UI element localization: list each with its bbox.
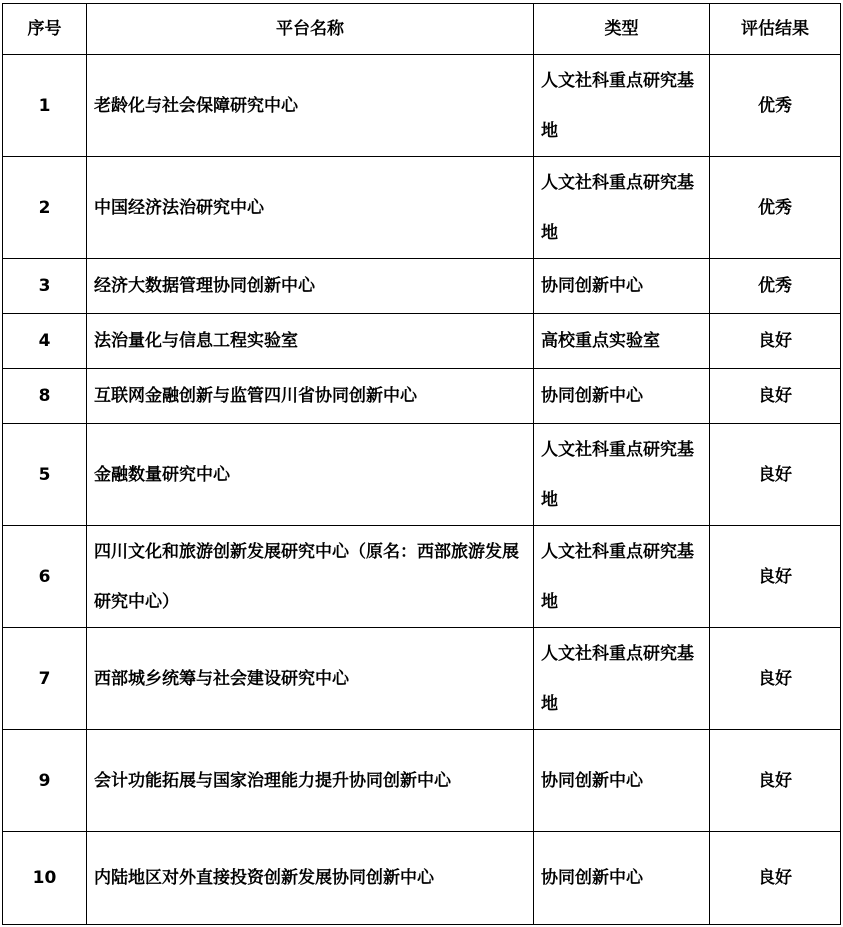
row-platform-name: 四川文化和旅游创新发展研究中心（原名：西部旅游发展研究中心） (87, 526, 534, 628)
row-index: 5 (3, 424, 87, 526)
row-evaluation-result: 良好 (710, 730, 841, 832)
row-platform-name: 内陆地区对外直接投资创新发展协同创新中心 (87, 832, 534, 925)
row-index: 3 (3, 259, 87, 314)
table-row (3, 526, 841, 628)
table-row (3, 628, 841, 730)
table-row (3, 730, 841, 832)
table-row (3, 832, 841, 925)
row-platform-type: 协同创新中心 (534, 259, 710, 314)
row-platform-name: 中国经济法治研究中心 (87, 157, 534, 259)
row-platform-name: 法治量化与信息工程实验室 (87, 314, 534, 369)
row-evaluation-result: 优秀 (710, 259, 841, 314)
row-platform-name: 西部城乡统筹与社会建设研究中心 (87, 628, 534, 730)
table-row (3, 369, 841, 424)
row-index: 4 (3, 314, 87, 369)
row-platform-type: 人文社科重点研究基地 (534, 628, 710, 730)
row-platform-name: 互联网金融创新与监管四川省协同创新中心 (87, 369, 534, 424)
platform-evaluation-table (2, 3, 841, 925)
row-evaluation-result: 良好 (710, 369, 841, 424)
row-index: 7 (3, 628, 87, 730)
row-evaluation-result: 良好 (710, 628, 841, 730)
row-platform-type: 协同创新中心 (534, 730, 710, 832)
row-platform-type: 协同创新中心 (534, 832, 710, 925)
row-platform-type: 高校重点实验室 (534, 314, 710, 369)
table-row (3, 424, 841, 526)
table-row (3, 314, 841, 369)
row-platform-type: 协同创新中心 (534, 369, 710, 424)
table-header-row (3, 4, 841, 55)
row-platform-type: 人文社科重点研究基地 (534, 424, 710, 526)
row-platform-type: 人文社科重点研究基地 (534, 55, 710, 157)
table-row (3, 157, 841, 259)
row-index: 1 (3, 55, 87, 157)
row-platform-name: 金融数量研究中心 (87, 424, 534, 526)
row-index: 2 (3, 157, 87, 259)
header-name: 平台名称 (87, 4, 534, 55)
header-result: 评估结果 (710, 4, 841, 55)
header-index: 序号 (3, 4, 87, 55)
row-evaluation-result: 优秀 (710, 55, 841, 157)
row-index: 8 (3, 369, 87, 424)
table-row (3, 259, 841, 314)
row-index: 9 (3, 730, 87, 832)
row-evaluation-result: 良好 (710, 424, 841, 526)
row-platform-type: 人文社科重点研究基地 (534, 526, 710, 628)
row-platform-type: 人文社科重点研究基地 (534, 157, 710, 259)
row-evaluation-result: 良好 (710, 832, 841, 925)
row-platform-name: 经济大数据管理协同创新中心 (87, 259, 534, 314)
row-evaluation-result: 良好 (710, 314, 841, 369)
header-type: 类型 (534, 4, 710, 55)
row-evaluation-result: 优秀 (710, 157, 841, 259)
row-platform-name: 老龄化与社会保障研究中心 (87, 55, 534, 157)
row-evaluation-result: 良好 (710, 526, 841, 628)
table-row (3, 55, 841, 157)
row-index: 10 (3, 832, 87, 925)
row-platform-name: 会计功能拓展与国家治理能力提升协同创新中心 (87, 730, 534, 832)
row-index: 6 (3, 526, 87, 628)
